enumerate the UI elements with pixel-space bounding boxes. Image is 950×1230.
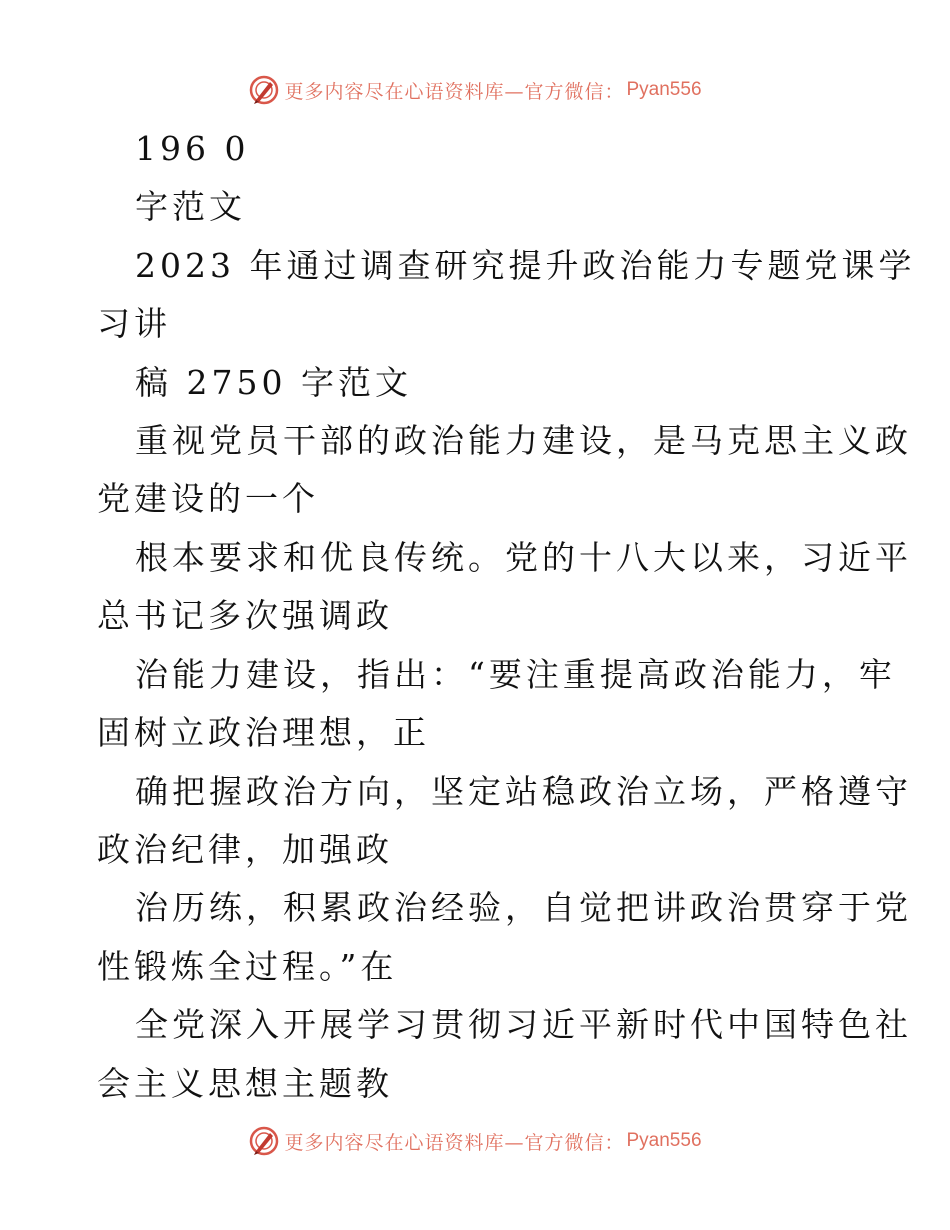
text-line: 全党深入开展学习贯彻习近平新时代中国特色社 — [135, 1005, 912, 1044]
text-line: 习讲 — [97, 304, 171, 343]
text-line: 2023 年通过调查研究提升政治能力专题党课学 — [135, 246, 916, 285]
text-line: 治能力建设，指出：“要注重提高政治能力，牢 — [135, 655, 896, 694]
text-line: 196 0 — [135, 129, 250, 168]
text-line: 根本要求和优良传统。党的十八大以来，习近平 — [135, 538, 912, 577]
watermark-wechat-id: Pyan556 — [626, 79, 702, 100]
footer-watermark — [0, 1121, 950, 1161]
header-watermark — [0, 70, 950, 110]
text-line: 稿 2750 字范文 — [135, 363, 412, 402]
text-line: 政治纪律，加强政 — [97, 830, 393, 869]
text-line: 治历练，积累政治经验，自觉把讲政治贯穿于党 — [135, 888, 912, 927]
watermark-text: 更多内容尽在心语资料库—官方微信： — [284, 80, 625, 103]
pen-logo-icon — [248, 1125, 280, 1157]
text-line: 固树立政治理想，正 — [97, 713, 430, 752]
text-line: 重视党员干部的政治能力建设，是马克思主义政 — [135, 421, 912, 460]
watermark-wechat-id: Pyan556 — [626, 1130, 702, 1151]
text-line: 会主义思想主题教 — [97, 1064, 393, 1103]
text-line: 字范文 — [135, 187, 246, 226]
text-line: 党建设的一个 — [97, 479, 319, 518]
text-line: 总书记多次强调政 — [97, 596, 393, 635]
text-line: 确把握政治方向，坚定站稳政治立场，严格遵守 — [135, 772, 912, 811]
watermark-text: 更多内容尽在心语资料库—官方微信： — [284, 1131, 625, 1154]
text-line: 性锻炼全过程。”在 — [97, 947, 398, 986]
pen-logo-icon — [248, 74, 280, 106]
